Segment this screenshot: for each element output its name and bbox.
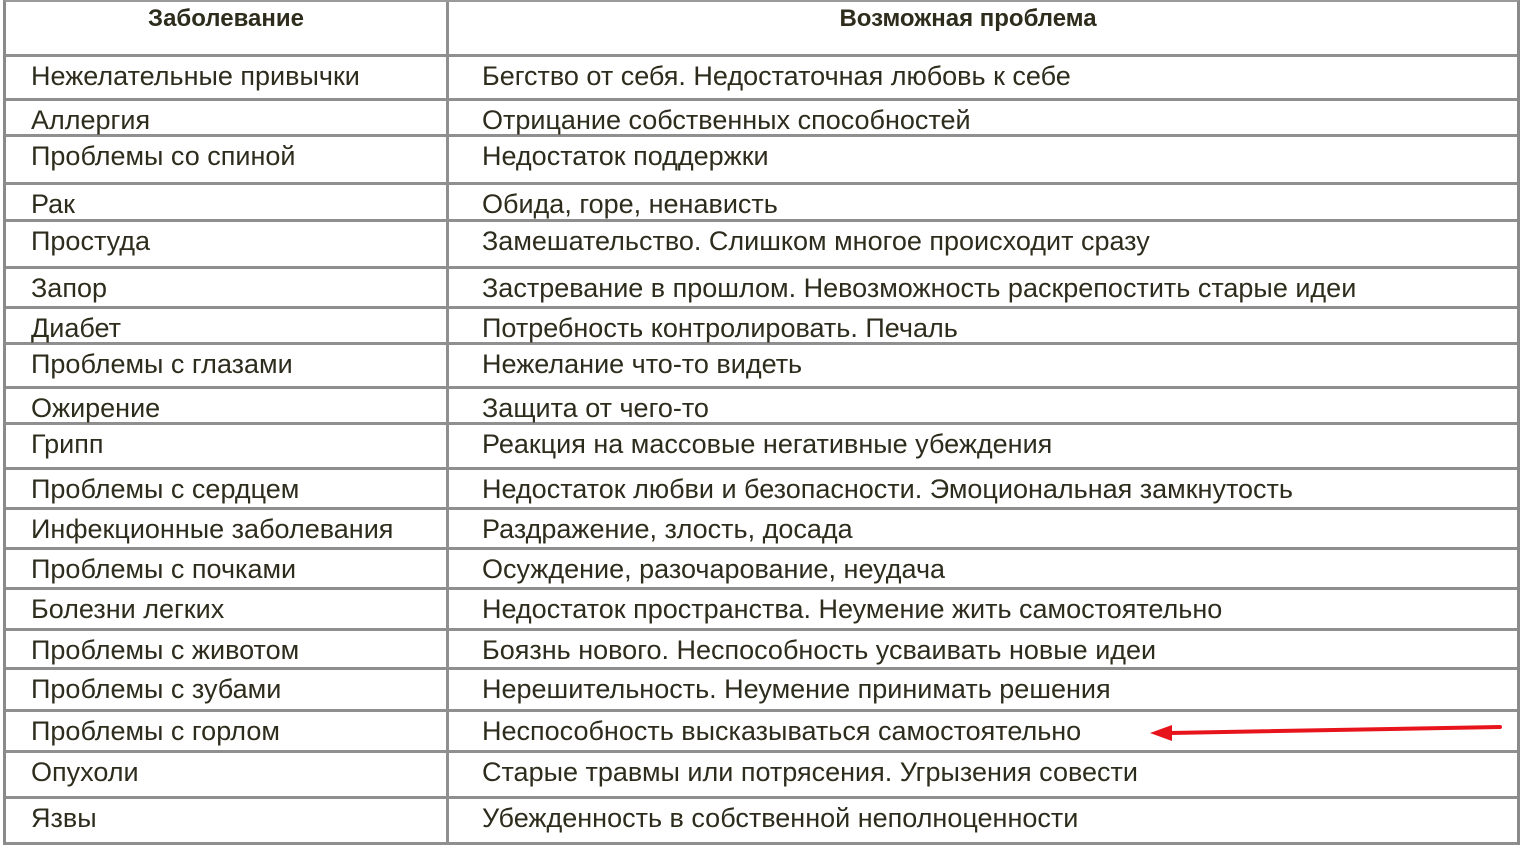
disease-cell: Проблемы с сердцем xyxy=(6,470,449,507)
table-row xyxy=(6,590,1517,631)
problem-cell: Бегство от себя. Недостаточная любовь к себе xyxy=(482,61,1071,91)
problem-cell: Нерешительность. Неумение принимать решения xyxy=(482,674,1111,704)
problem-cell: Раздражение, злость, досада xyxy=(482,514,853,544)
header-problem: Возможная проблема xyxy=(839,5,1097,32)
disease-cell: Проблемы с животом xyxy=(6,631,449,667)
disease-cell: Диабет xyxy=(6,309,449,342)
disease-cell: Инфекционные заболевания xyxy=(6,510,449,547)
table-row xyxy=(6,799,1517,845)
table-row xyxy=(6,670,1517,712)
problem-cell: Потребность контролировать. Печаль xyxy=(482,313,958,343)
problem-cell: Защита от чего-то xyxy=(482,393,709,423)
disease-cell: Проблемы со спиной xyxy=(6,137,449,182)
table-row xyxy=(6,389,1517,425)
table-row xyxy=(6,137,1517,185)
table-row xyxy=(6,550,1517,590)
problem-cell: Застревание в прошлом. Невозможность раскрепостить старые идеи xyxy=(482,273,1357,303)
disease-cell: Болезни легких xyxy=(6,590,449,628)
disease-cell: Проблемы с зубами xyxy=(6,670,449,709)
table-row xyxy=(6,57,1517,101)
problem-cell: Обида, горе, ненависть xyxy=(482,189,778,219)
table-row xyxy=(6,470,1517,510)
disease-cell: Проблемы с почками xyxy=(6,550,449,587)
disease-problem-table xyxy=(3,0,1520,845)
table-row xyxy=(6,222,1517,269)
problem-cell: Замешательство. Слишком многое происходит сразу xyxy=(482,226,1150,256)
problem-cell: Отрицание собственных способностей xyxy=(482,105,971,135)
problem-cell: Осуждение, разочарование, неудача xyxy=(482,554,946,584)
problem-cell: Недостаток любви и безопасности. Эмоциональная замкнутость xyxy=(482,474,1293,504)
disease-cell: Ожирение xyxy=(6,389,449,422)
table-row xyxy=(6,269,1517,309)
disease-cell: Грипп xyxy=(6,425,449,467)
problem-cell: Неспособность высказываться самостоятельно xyxy=(482,716,1082,746)
problem-cell: Боязнь нового. Неспособность усваивать новые идеи xyxy=(482,635,1157,665)
problem-cell: Старые травмы или потрясения. Угрызения совести xyxy=(482,757,1138,787)
table-row xyxy=(6,510,1517,550)
table-header-row xyxy=(6,2,1517,57)
disease-cell: Язвы xyxy=(6,799,449,842)
disease-cell: Опухоли xyxy=(6,753,449,796)
disease-cell: Проблемы с глазами xyxy=(6,345,449,386)
problem-cell: Недостаток пространства. Неумение жить самостоятельно xyxy=(482,594,1223,624)
problem-cell: Недостаток поддержки xyxy=(482,141,769,171)
table-body xyxy=(6,57,1517,845)
problem-cell: Убежденность в собственной неполноценности xyxy=(482,803,1079,833)
disease-cell: Запор xyxy=(6,269,449,306)
disease-cell: Нежелательные привычки xyxy=(6,57,449,98)
problem-cell: Реакция на массовые негативные убеждения xyxy=(482,429,1053,459)
table-row xyxy=(6,185,1517,222)
table-row xyxy=(6,345,1517,389)
disease-cell: Простуда xyxy=(6,222,449,266)
table-row xyxy=(6,425,1517,470)
disease-cell: Проблемы с горлом xyxy=(6,712,449,750)
table-row xyxy=(6,309,1517,345)
header-disease: Заболевание xyxy=(6,2,449,54)
disease-cell: Рак xyxy=(6,185,449,219)
table-row xyxy=(6,753,1517,799)
table-row xyxy=(6,712,1517,753)
table-row xyxy=(6,631,1517,670)
disease-cell: Аллергия xyxy=(6,101,449,134)
table-row xyxy=(6,101,1517,137)
problem-cell: Нежелание что-то видеть xyxy=(482,349,803,379)
